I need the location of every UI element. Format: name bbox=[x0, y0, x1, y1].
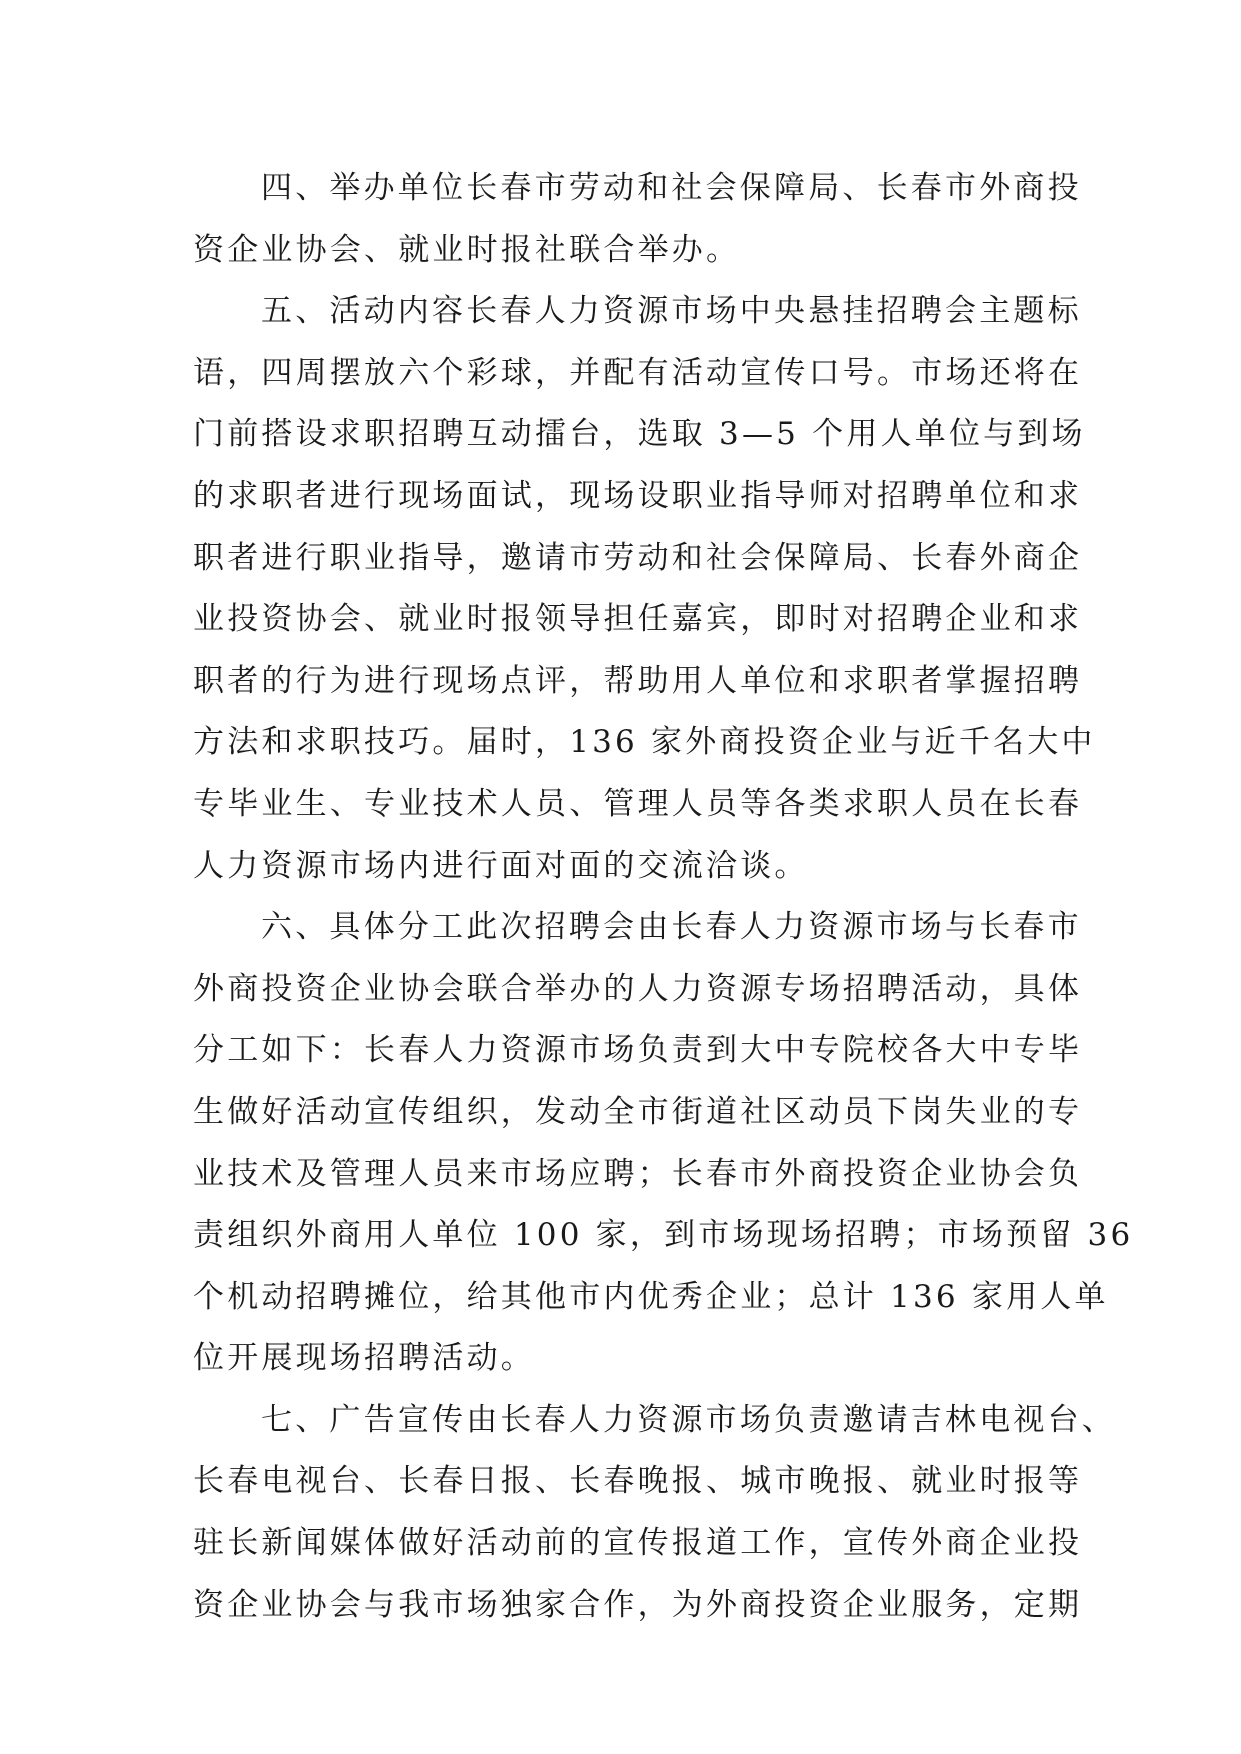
text-line: 驻长新闻媒体做好活动前的宣传报道工作，宣传外商企业投 bbox=[193, 1525, 1083, 1562]
text-line: 五、活动内容长春人力资源市场中央悬挂招聘会主题标 bbox=[261, 293, 1082, 330]
text-line: 位开展现场招聘活动。 bbox=[193, 1340, 535, 1377]
text-line: 人力资源市场内进行面对面的交流洽谈。 bbox=[193, 847, 809, 884]
text-line: 业技术及管理人员来市场应聘；长春市外商投资企业协会负 bbox=[193, 1155, 1083, 1192]
text-line: 的求职者进行现场面试，现场设职业指导师对招聘单位和求 bbox=[193, 477, 1083, 514]
paragraph-section-4 bbox=[193, 158, 1082, 281]
text-line: 分工如下：长春人力资源市场负责到大中专院校各大中专毕 bbox=[193, 1032, 1083, 1069]
text-line: 外商投资企业协会联合举办的人力资源专场招聘活动，具体 bbox=[193, 970, 1083, 1007]
text-line: 门前搭设求职招聘互动擂台，选取 3—5 个用人单位与到场 bbox=[193, 416, 1086, 453]
text-line: 四、举办单位长春市劳动和社会保障局、长春市外商投 bbox=[261, 170, 1082, 206]
text-line: 专毕业生、专业技术人员、管理人员等各类求职人员在长春 bbox=[193, 785, 1083, 822]
text-line: 职者进行职业指导，邀请市劳动和社会保障局、长春外商企 bbox=[193, 539, 1083, 576]
text-line: 资企业协会、就业时报社联合举办。 bbox=[193, 231, 741, 268]
text-line: 生做好活动宣传组织，发动全市街道社区动员下岗失业的专 bbox=[193, 1093, 1083, 1130]
text-line: 责组织外商用人单位 100 家，到市场现场招聘；市场预留 36 bbox=[193, 1217, 1134, 1254]
paragraph-section-6 bbox=[193, 897, 1134, 1390]
document-body bbox=[193, 158, 1134, 1636]
paragraph-section-5 bbox=[193, 281, 1096, 897]
text-line: 业投资协会、就业时报领导担任嘉宾，即时对招聘企业和求 bbox=[193, 601, 1083, 638]
text-line: 六、具体分工此次招聘会由长春人力资源市场与长春市 bbox=[261, 909, 1082, 946]
text-line: 资企业协会与我市场独家合作，为外商投资企业服务，定期 bbox=[193, 1586, 1083, 1623]
text-line: 语，四周摆放六个彩球，并配有活动宣传口号。市场还将在 bbox=[193, 354, 1083, 391]
paragraph-section-7 bbox=[193, 1390, 1116, 1636]
text-line: 职者的行为进行现场点评，帮助用人单位和求职者掌握招聘 bbox=[193, 662, 1083, 699]
text-line: 个机动招聘摊位，给其他市内优秀企业；总计 136 家用人单 bbox=[193, 1278, 1109, 1315]
text-line: 长春电视台、长春日报、长春晚报、城市晚报、就业时报等 bbox=[193, 1463, 1083, 1500]
text-line: 七、广告宣传由长春人力资源市场负责邀请吉林电视台、 bbox=[261, 1401, 1116, 1438]
text-line: 方法和求职技巧。届时，136 家外商投资企业与近千名大中 bbox=[193, 724, 1096, 761]
